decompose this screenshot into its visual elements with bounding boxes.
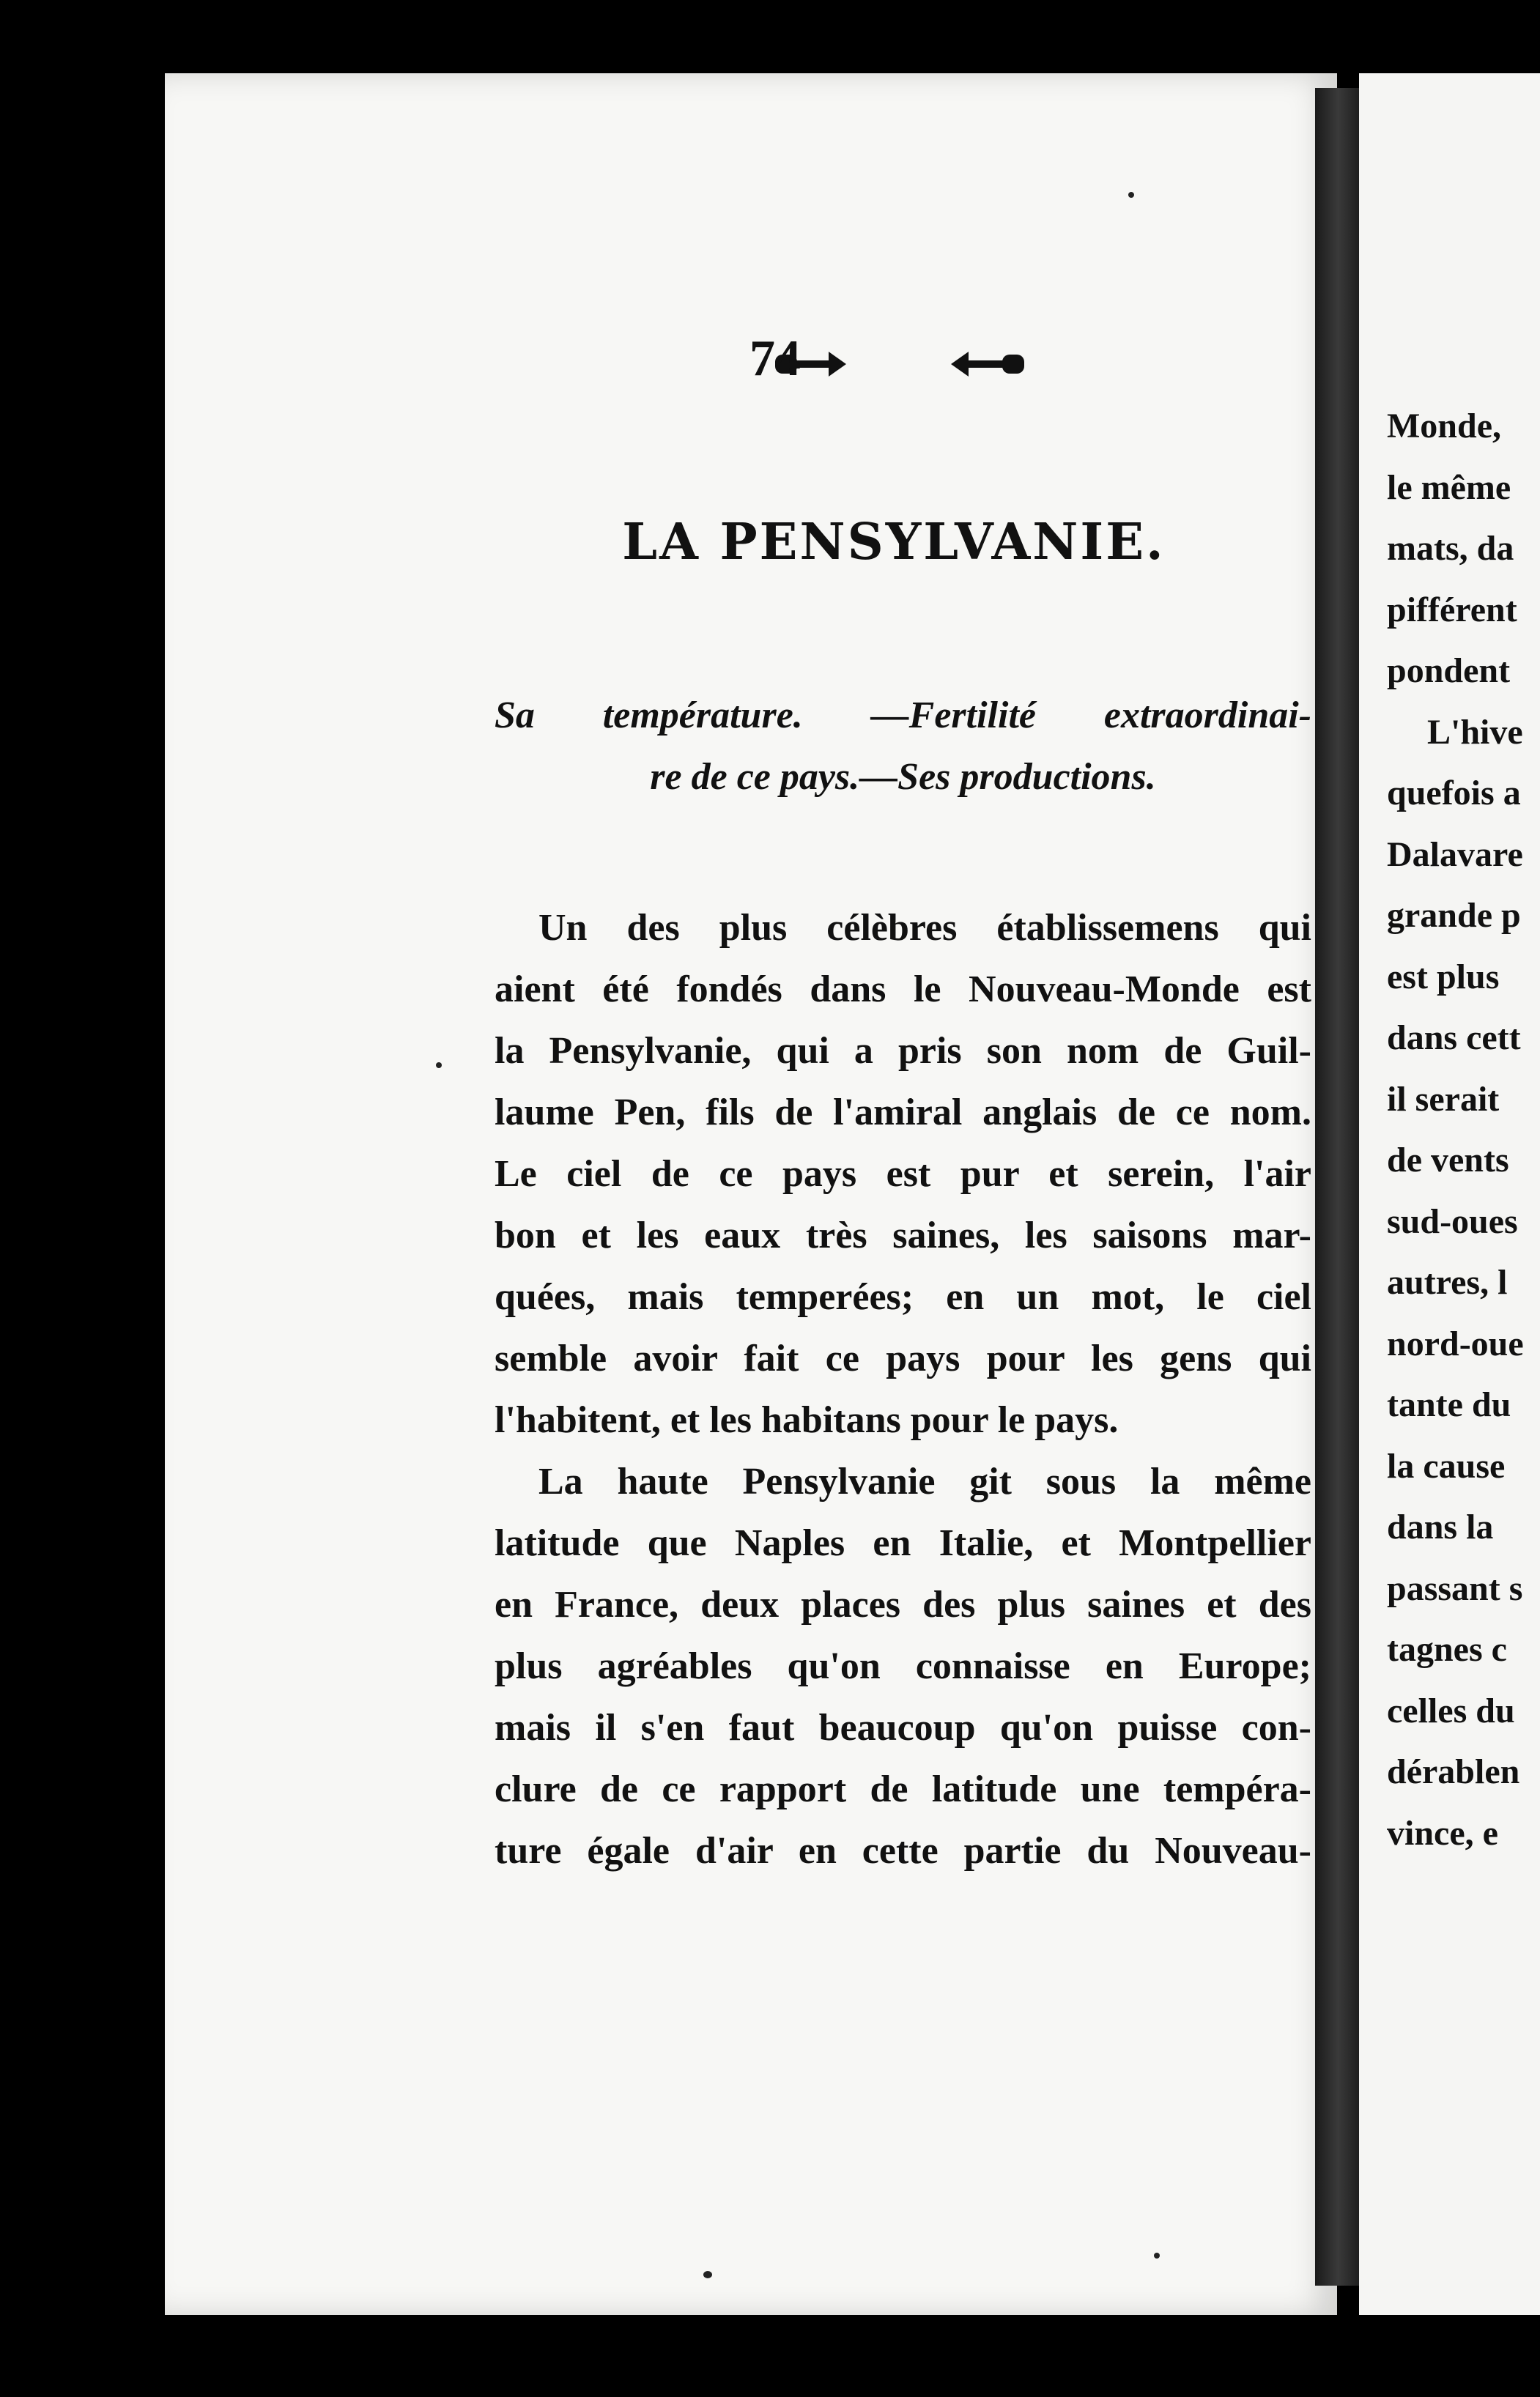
text-line: mais il s'en faut beaucoup qu'on puisse con- xyxy=(495,1707,1311,1749)
facing-line: dérablen xyxy=(1387,1752,1520,1791)
text-line: La haute Pensylvanie git sous la même xyxy=(538,1461,1311,1503)
facing-page-text xyxy=(1387,396,1540,1864)
text-line: Un des plus célèbres établissemens qui xyxy=(538,907,1311,949)
paragraph-2 xyxy=(495,1451,1311,1882)
text-line: la Pensylvanie, qui a pris son nom de Guil- xyxy=(495,1030,1311,1072)
facing-line: Dalavare xyxy=(1387,834,1523,874)
facing-line: Monde, xyxy=(1387,407,1501,445)
facing-line: L'hive xyxy=(1427,712,1523,752)
facing-line: celles du xyxy=(1387,1691,1515,1730)
text-line: laume Pen, fils de l'amiral anglais de ce nom. xyxy=(495,1092,1311,1133)
facing-line: nord-oue xyxy=(1387,1324,1524,1363)
facing-line: autres, l xyxy=(1387,1263,1508,1302)
text-line: bon et les eaux très saines, les saisons mar- xyxy=(495,1215,1311,1256)
body-text xyxy=(495,897,1311,1882)
summary-line: re de ce pays.—Ses productions. xyxy=(650,756,1156,798)
facing-line: quefois a xyxy=(1387,774,1521,812)
facing-line: la cause xyxy=(1387,1446,1506,1486)
paragraph-1 xyxy=(495,897,1311,1451)
chapter-title: LA PENSYLVANIE. xyxy=(622,513,1166,571)
paper-speck xyxy=(703,2271,712,2278)
text-line: ture égale d'air en cette partie du Nouveau- xyxy=(495,1830,1311,1872)
facing-line: tagnes c xyxy=(1387,1630,1507,1669)
page-number: 74 xyxy=(749,330,801,387)
facing-line: pifférent xyxy=(1387,590,1517,629)
text-line: quées, mais temperées; en un mot, le ciel xyxy=(495,1276,1311,1318)
text-line: clure de ce rapport de latitude une tempéra- xyxy=(495,1768,1311,1810)
text-line: Le ciel de ce pays est pur et serein, l'air xyxy=(495,1153,1311,1195)
facing-line: est plus xyxy=(1387,957,1500,996)
summary-line: Sa température. —Fertilité extraordinai- xyxy=(495,694,1311,736)
text-line: l'habitent, et les habitans pour le pays. xyxy=(495,1399,1119,1441)
facing-line: sud-oues xyxy=(1387,1201,1518,1241)
facing-line: dans la xyxy=(1387,1508,1494,1546)
text-line: plus agréables qu'on connaisse en Europe; xyxy=(495,1645,1311,1687)
facing-line: mats, da xyxy=(1387,529,1514,568)
ornament-right-arrow xyxy=(966,360,1006,368)
paper-speck xyxy=(1154,2253,1160,2259)
facing-line: vince, e xyxy=(1387,1813,1498,1853)
text-line: semble avoir fait ce pays pour les gens qui xyxy=(495,1338,1311,1379)
facing-line: le même xyxy=(1387,467,1511,507)
ornament-right-dot xyxy=(1002,355,1024,374)
text-line: en France, deux places des plus saines et des xyxy=(495,1584,1311,1626)
facing-line: pondent xyxy=(1387,651,1511,690)
paper-speck xyxy=(1128,192,1134,198)
facing-line: de vents xyxy=(1387,1141,1509,1179)
paper-speck xyxy=(436,1062,442,1068)
facing-line: tante du xyxy=(1387,1385,1511,1424)
facing-line: passant s xyxy=(1387,1568,1523,1608)
text-line: latitude que Naples en Italie, et Montpellier xyxy=(495,1522,1311,1564)
chapter-summary xyxy=(495,685,1311,808)
facing-line: il serait xyxy=(1387,1079,1500,1119)
text-line: aient été fondés dans le Nouveau-Monde est xyxy=(495,968,1311,1010)
facing-line: dans cett xyxy=(1387,1018,1521,1057)
facing-line: grande p xyxy=(1387,896,1521,935)
